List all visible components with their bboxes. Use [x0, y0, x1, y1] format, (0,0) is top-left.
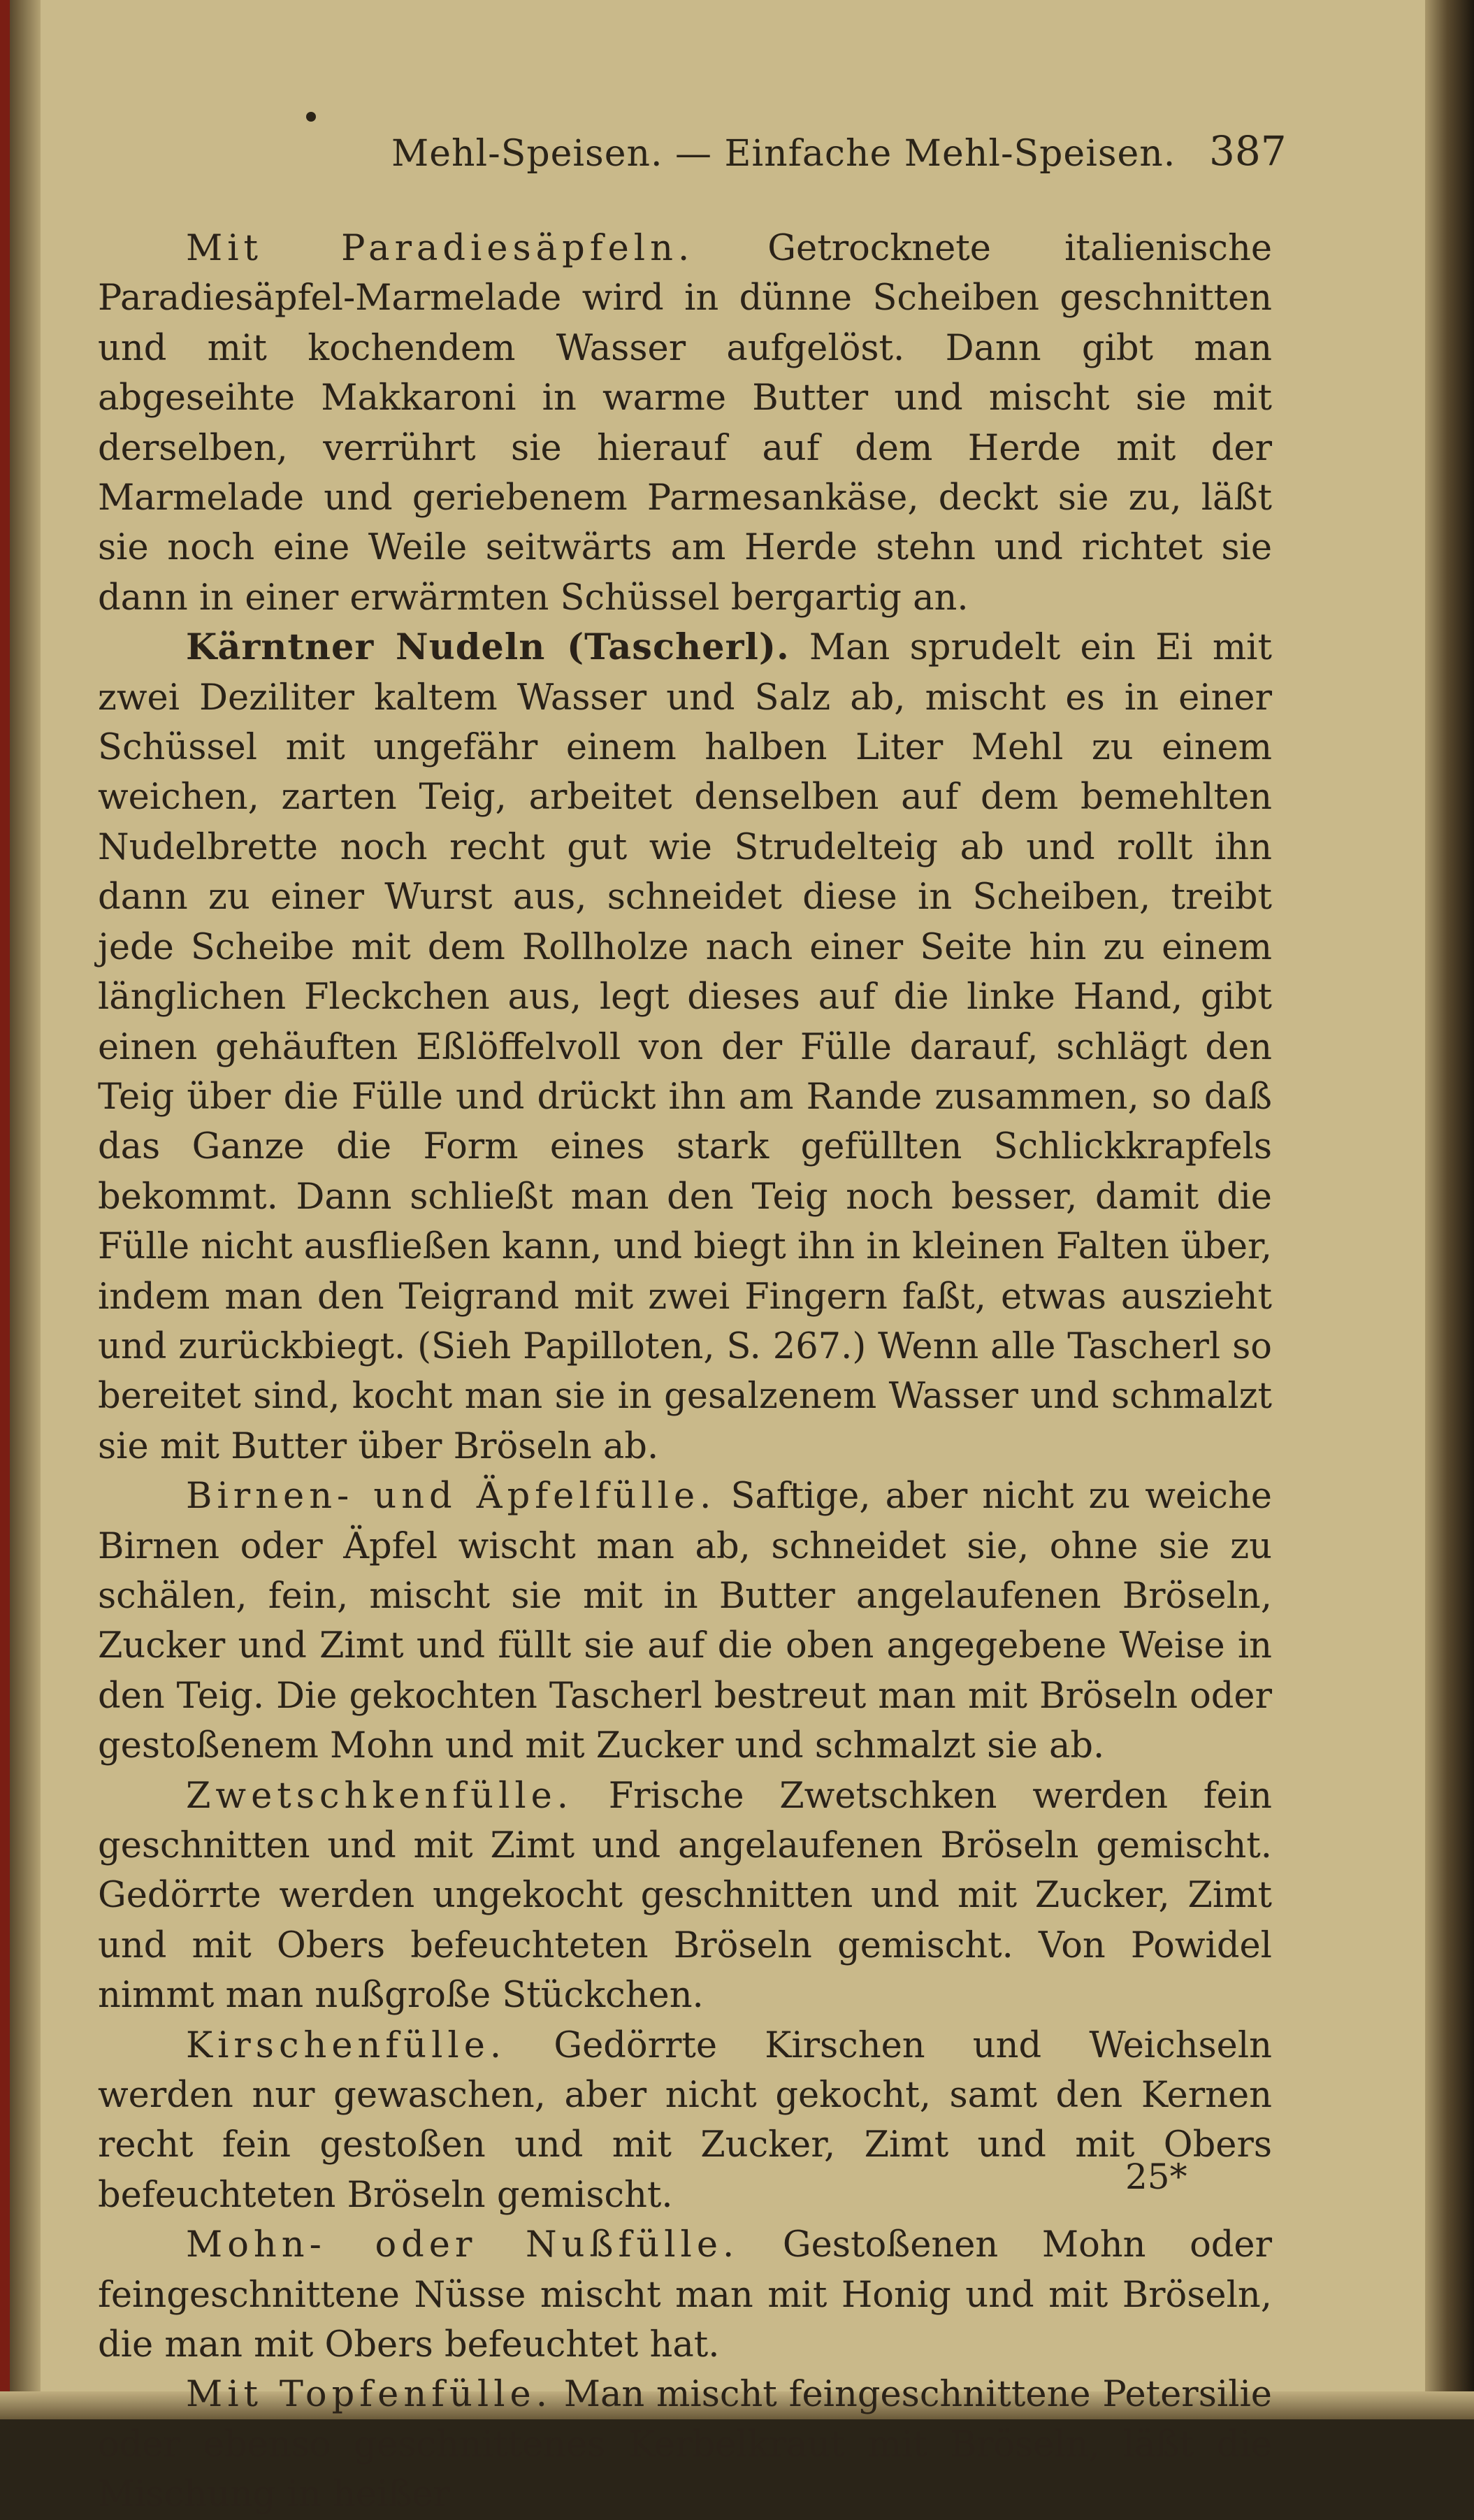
- paragraph-birnen-aepfelfuelle: [98, 1471, 1272, 1771]
- paragraph-text: Getrocknete italienische Paradiesäpfel-Marmelade wird in dünne Scheiben geschnitten und mit kochendem Wasser aufgelöst. Dann gibt man abgeseihte Makkaroni in warme Butter und mischt sie mit derselben, verrührt sie hierauf auf dem Herde mit der Marmelade und geriebenem Parmesankäse, deckt sie zu, läßt sie noch eine Weile seitwärts am Herde stehn und richtet sie dann in einer erwärmten Schüssel bergartig an.: [98, 228, 1272, 619]
- paragraph-topfenfuelle: [98, 2370, 1272, 2519]
- paragraph-kirschenfuelle: [98, 2021, 1272, 2221]
- paragraph-text: Gestoßenen Mohn oder feingeschnittene Nüsse mischt man mit Honig und mit Bröseln, die man mit Obers befeuchtet hat.: [98, 2224, 1272, 2366]
- page-edge-right: [1425, 0, 1474, 2419]
- recipe-heading: Birnen- und Äpfelfülle.: [186, 1476, 716, 1518]
- recipe-heading: Mit Paradiesäpfeln.: [186, 228, 695, 269]
- paragraph-paradiesaepfel: [98, 224, 1272, 623]
- recipe-heading: Kirschenfülle.: [186, 2024, 507, 2066]
- running-header: Mehl-Speisen. — Einfache Mehl-Speisen.: [391, 133, 1176, 175]
- body-text: [98, 224, 1272, 2520]
- ink-dot: [306, 112, 316, 122]
- page-number: 387: [1209, 127, 1287, 175]
- spine-red-edge: [0, 0, 10, 2419]
- paragraph-text: Man mischt feingeschnittene Petersilie oder ebenso geschnittenes Kerbelkraut mit Bröseln, läßt die Mischung in heißer: [98, 2374, 1272, 2516]
- paragraph-mohn-nussfuelle: [98, 2220, 1272, 2370]
- recipe-heading: Zwetschkenfülle.: [186, 1775, 574, 1817]
- recipe-heading: Kärntner Nudeln (Tascherl).: [186, 626, 790, 669]
- paragraph-text: Man sprudelt ein Ei mit zwei Deziliter kaltem Wasser und Salz ab, mischt es in einer Schüssel mit ungefähr einem halben Liter Mehl zu einem weichen, zarten Teig, arbeitet denselben auf dem bemehlten Nudelbrette noch recht gut wie Strudelteig ab und rollt ihn dann zu einer Wurst aus, schneidet diese in Scheiben, treibt jede Scheibe mit dem Rollholze nach einer Seite hin zu einem länglichen Fleckchen aus, legt dieses auf die linke Hand, gibt einen gehäuften Eßlöffelvoll von der Fülle darauf, schlägt den Teig über die Fülle und drückt ihn am Rande zusammen, so daß das Ganze die Form eines stark gefüllten Schlickkrapfels bekommt. Dann schließt man den Teig noch besser, damit die Fülle nicht ausfließen kann, und biegt ihn in kleinen Falten über, indem man den Teigrand mit zwei Fingern faßt, etwas auszieht und zurückbiegt. (Sieh Papilloten, S. 267.) Wenn alle Tascherl so bereitet sind, kocht man sie in gesalzenem Wasser und schmalzt sie mit Butter über Bröseln ab.: [98, 627, 1272, 1467]
- signature-mark: 25*: [1125, 2157, 1187, 2197]
- recipe-heading: Mit Topfenfülle.: [186, 2374, 552, 2416]
- paragraph-text: Frische Zwetschken werden fein geschnitten und mit Zimt und angelaufenen Bröseln gemischt. Gedörrte werden ungekocht geschnitten und mit Zucker, Zimt und mit Obers befeuchteten Bröseln gemischt. Von Powidel nimmt man nußgroße Stückchen.: [98, 1775, 1272, 2017]
- paragraph-text: Gedörrte Kirschen und Weichseln werden nur gewaschen, aber nicht gekocht, samt den Kernen recht fein gestoßen und mit Zucker, Zimt und mit Obers befeuchteten Bröseln gemischt.: [98, 2024, 1272, 2216]
- paragraph-text: Saftige, aber nicht zu weiche Birnen oder Äpfel wischt man ab, schneidet sie, ohne sie zu schälen, fein, mischt sie mit in Butter angelaufenen Bröseln, Zucker und Zimt und füllt sie auf die oben angegebene Weise in den Teig. Die gekochten Tascherl bestreut man mit Bröseln oder gestoßenem Mohn und mit Zucker und schmalzt sie ab.: [98, 1476, 1272, 1767]
- paragraph-kaerntner-nudeln: [98, 623, 1272, 1471]
- recipe-heading: Mohn- oder Nußfülle.: [186, 2224, 739, 2266]
- paragraph-zwetschkenfuelle: [98, 1771, 1272, 2021]
